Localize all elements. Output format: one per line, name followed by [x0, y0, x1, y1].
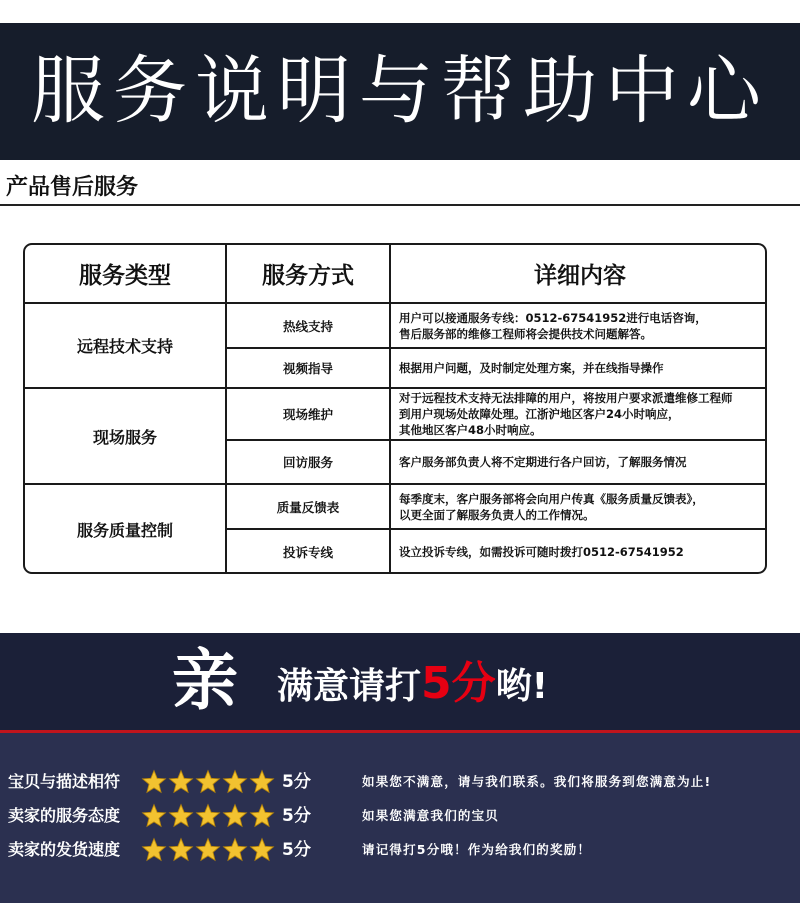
service-table	[23, 243, 767, 574]
section-divider	[0, 204, 800, 206]
rating-row	[0, 767, 800, 797]
header-details: 详细内容	[534, 263, 626, 289]
method-feedback-form: 质量反馈表	[276, 499, 340, 515]
detail-follow-up	[391, 441, 767, 483]
star-rating	[141, 769, 276, 795]
rating-section	[0, 633, 800, 903]
detail-feedback-form	[391, 485, 767, 528]
star-icon	[222, 803, 248, 829]
star-icon	[249, 803, 275, 829]
star-icon	[168, 837, 194, 863]
slogan-highlight: 5分	[421, 658, 496, 709]
detail-video-guidance	[391, 349, 767, 387]
category-onsite-service: 现场服务	[92, 427, 157, 447]
rating-message: 请记得打5分哦！作为给我们的奖励！	[362, 842, 592, 857]
star-icon	[249, 837, 275, 863]
star-icon	[222, 837, 248, 863]
rating-banner	[0, 633, 800, 730]
page-title: 服务说明与帮助中心	[31, 48, 769, 134]
detail-text: 客户服务部负责人将不定期进行各户回访，了解服务情况	[399, 455, 687, 469]
method-onsite-maintenance: 现场维护	[282, 407, 333, 422]
rating-big-char: 亲	[172, 642, 238, 719]
star-icon	[141, 803, 167, 829]
title-banner	[0, 23, 800, 160]
rating-message: 如果您不满意，请与我们联系。我们将服务到您满意为止!	[362, 774, 712, 789]
rating-slogan	[277, 659, 548, 712]
detail-onsite-maintenance	[391, 389, 767, 439]
section-heading: 产品售后服务	[6, 175, 139, 200]
rating-label: 卖家的发货速度	[8, 840, 121, 859]
star-icon	[195, 803, 221, 829]
star-rating	[141, 803, 276, 829]
detail-text: 根据用户问题，及时制定处理方案，并在线指导操作	[399, 361, 664, 375]
star-icon	[141, 769, 167, 795]
header-service-type: 服务类型	[79, 263, 171, 289]
star-icon	[195, 769, 221, 795]
rating-score: 5分	[282, 806, 311, 826]
detail-hotline	[391, 304, 767, 347]
detail-text: 用户可以接通服务专线：0512-67541952进行电话咨询， 售后服务部的维修工程师将会提供技术问题解答。	[399, 310, 707, 341]
rating-score: 5分	[282, 772, 311, 792]
slogan-suffix: 哟!	[495, 666, 549, 707]
star-icon	[168, 769, 194, 795]
category-quality-control: 服务质量控制	[76, 521, 173, 540]
star-icon	[249, 769, 275, 795]
star-icon	[195, 837, 221, 863]
star-rating	[141, 837, 276, 863]
rating-row	[0, 801, 800, 831]
method-follow-up: 回访服务	[282, 455, 333, 470]
rating-label: 卖家的服务态度	[8, 806, 121, 825]
detail-text: 对于远程技术支持无法排障的用户，将按用户要求派遣维修工程师 到用户现场处故障处理。江浙沪地区客户24小时响应， 其他地区客户48小时响应。	[399, 391, 733, 437]
category-remote-support: 远程技术支持	[76, 337, 173, 356]
method-video-guidance: 视频指导	[282, 361, 333, 376]
slogan-prefix: 满意请打	[277, 666, 422, 707]
method-complaint-line: 投诉专线	[282, 545, 333, 560]
detail-text: 设立投诉专线，如需投诉可随时拨打0512-67541952	[399, 545, 684, 559]
red-divider	[0, 730, 800, 733]
header-service-method: 服务方式	[262, 263, 354, 289]
rating-message: 如果您满意我们的宝贝	[362, 808, 500, 823]
detail-text: 每季度末，客户服务部将会向用户传真《服务质量反馈表》， 以更全面了解服务负责人的工作情况。	[399, 491, 704, 522]
detail-complaint-line	[391, 530, 767, 574]
star-icon	[141, 837, 167, 863]
star-icon	[222, 769, 248, 795]
rating-label: 宝贝与描述相符	[8, 772, 121, 791]
star-icon	[168, 803, 194, 829]
rating-score: 5分	[282, 840, 311, 860]
method-hotline: 热线支持	[282, 318, 333, 334]
rating-row	[0, 835, 800, 865]
